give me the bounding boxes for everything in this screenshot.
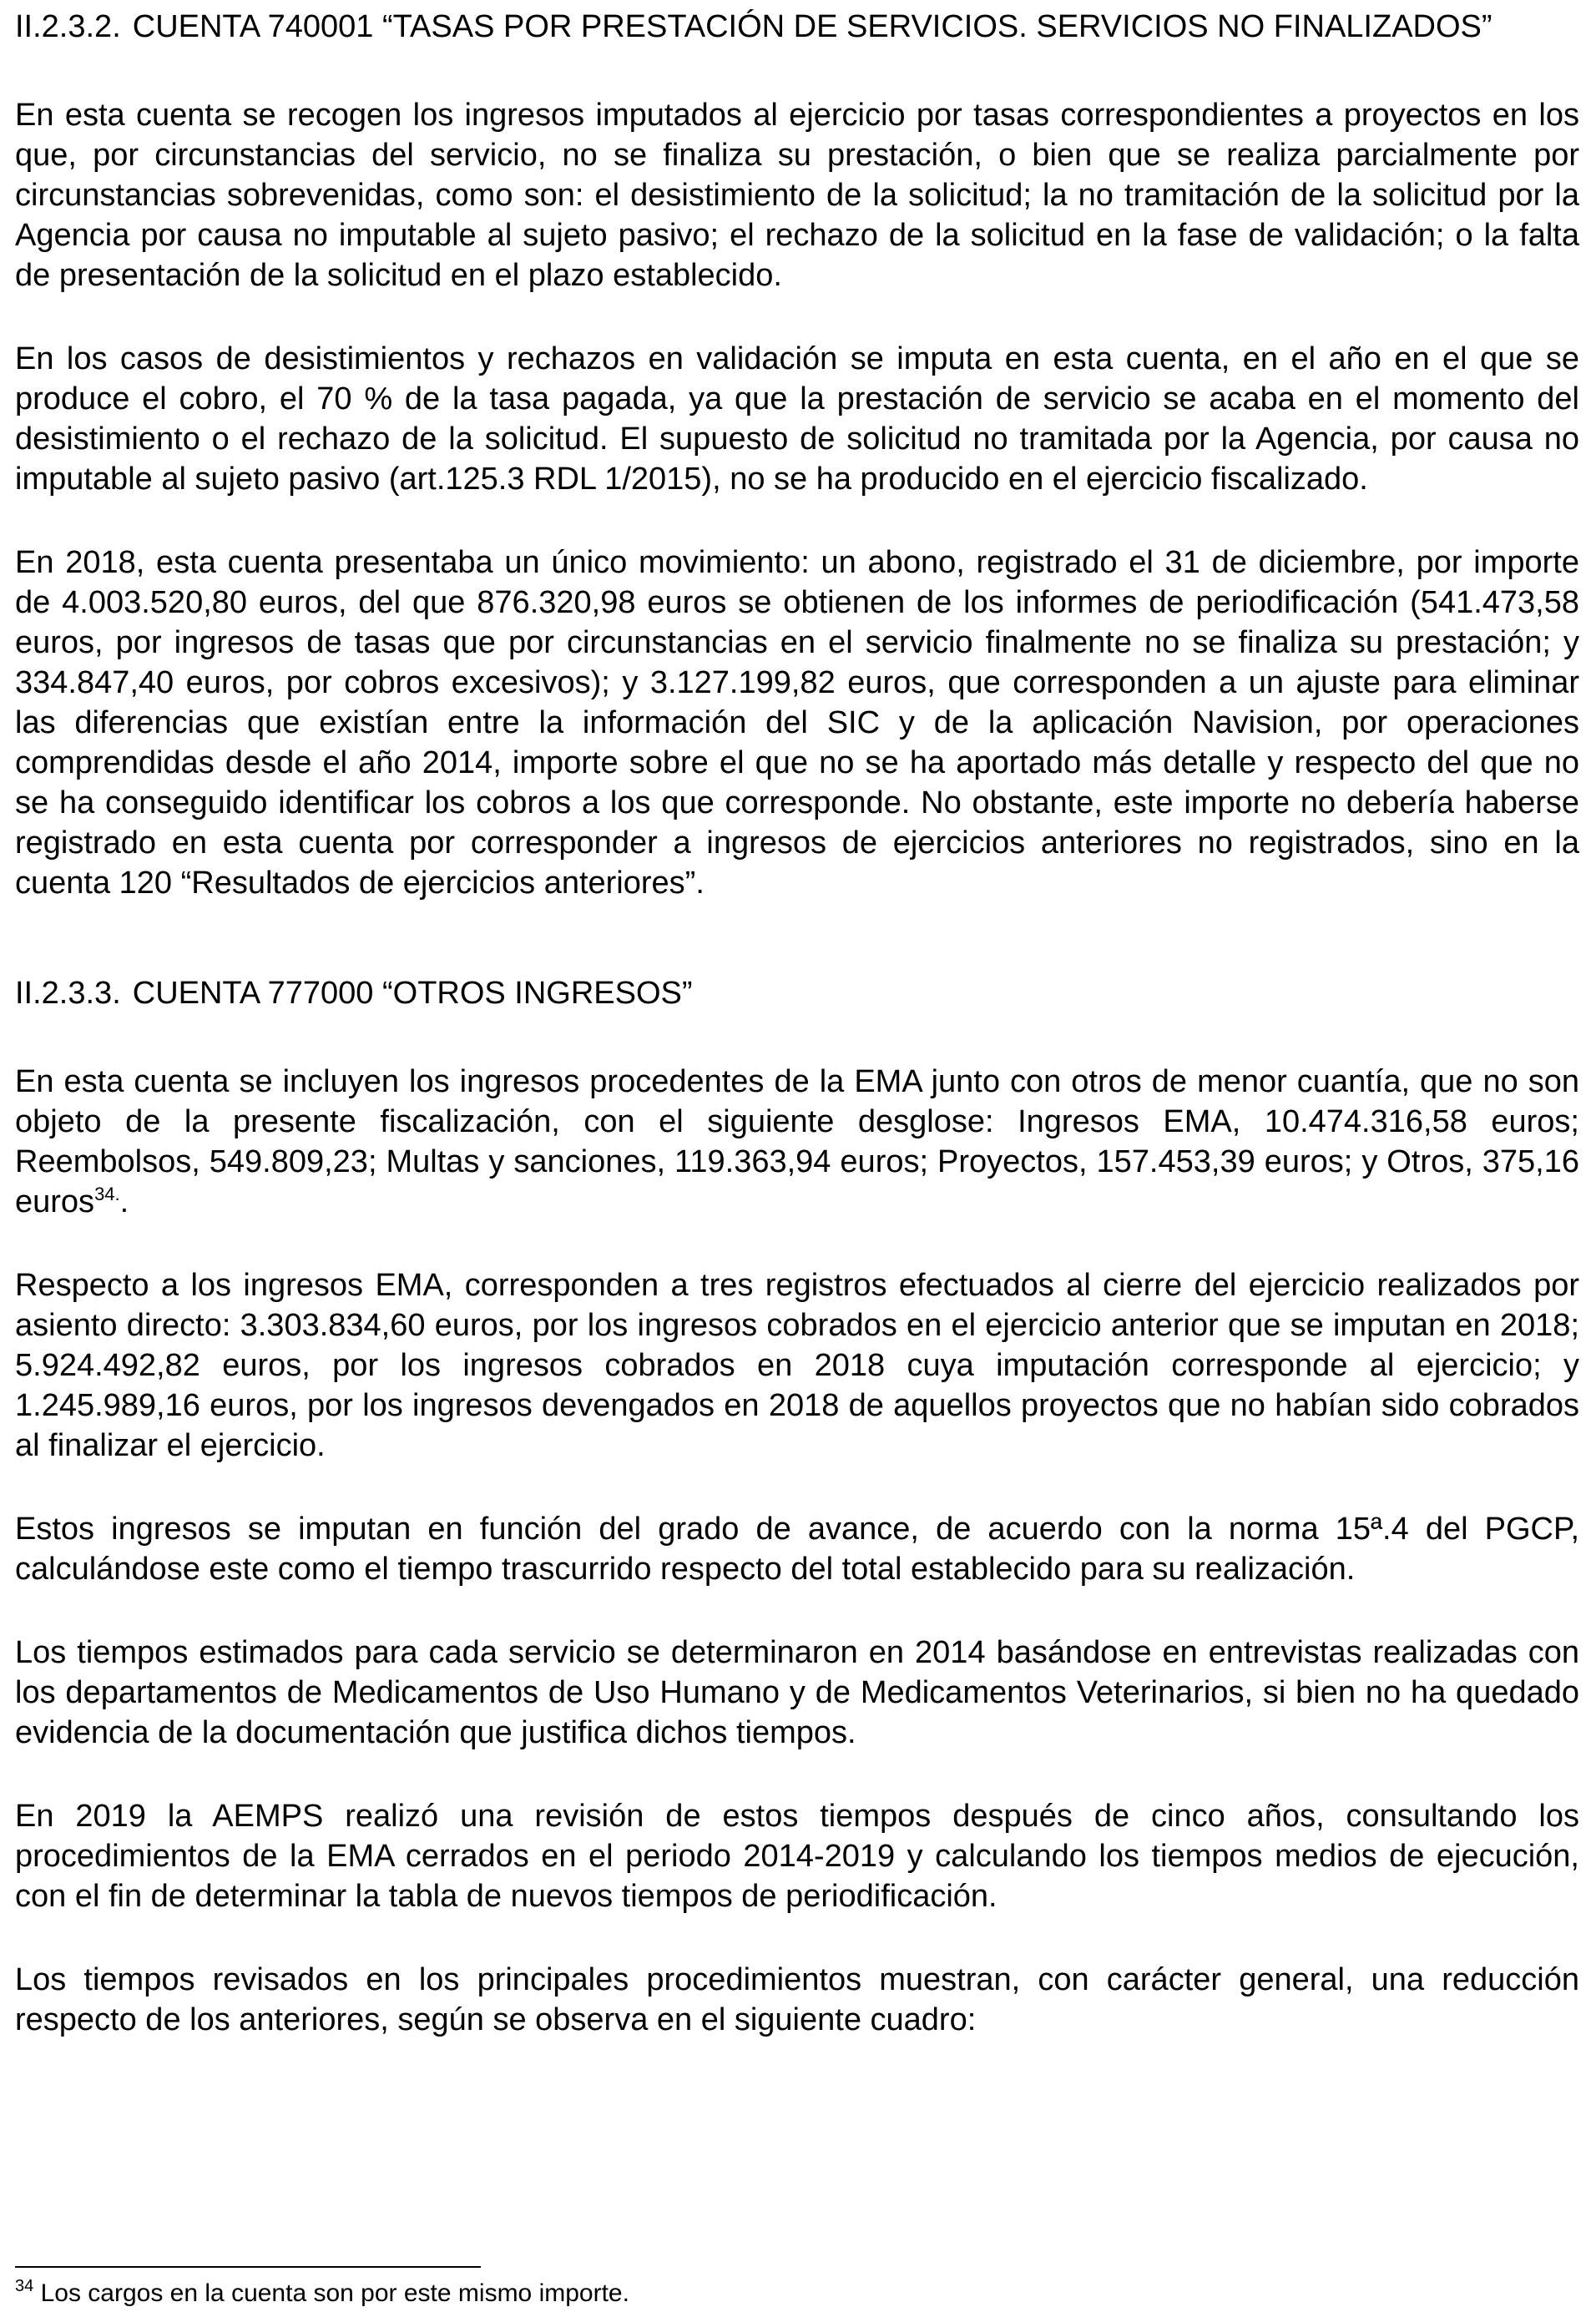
- paragraph: Los tiempos estimados para cada servicio se determinaron en 2014 basándose en entrevistas realizadas con los departamentos de Medicamentos de Uso Humano y de Medicamentos Veterinarios, si bien no ha quedado evidencia de la documentación que justifica dichos tiempos.: [15, 1635, 1579, 1750]
- footnote: [15, 2279, 629, 2309]
- paragraph: En 2019 la AEMPS realizó una revisión de estos tiempos después de cinco años, consultando los procedimientos de la EMA cerrados en el periodo 2014-2019 y calculando los tiempos medios de ejecución, con el fin de determinar la tabla de nuevos tiempos de periodificación.: [15, 1799, 1579, 1914]
- paragraph: En esta cuenta se recogen los ingresos imputados al ejercicio por tasas correspondientes a proyectos en los que, por circunstancias del servicio, no se finaliza su prestación, o bien que se realiza parcialmente por circunstancias sobrevenidas, como son: el desistimiento de la solicitud; la no tramitación de la solicitud por la Agencia por causa no imputable al sujeto pasivo; el rechazo de la solicitud en la fase de validación; o la falta de presentación de la solicitud en el plazo establecido.: [15, 98, 1579, 293]
- footnote-text: Los cargos en la cuenta son por este mismo importe.: [40, 2279, 629, 2307]
- footnote-number: 34: [15, 2277, 34, 2295]
- paragraph: [15, 1062, 1579, 1222]
- footnote-reference[interactable]: 34.: [94, 1184, 120, 1204]
- document-page: [15, 7, 1579, 2040]
- paragraph: Los tiempos revisados en los principales procedimientos muestran, con carácter general, una reducción respecto de los anteriores, según se observa en el siguiente cuadro:: [15, 1962, 1579, 2037]
- section-title: CUENTA 740001 “TASAS POR PRESTACIÓN DE SERVICIOS. SERVICIOS NO FINALIZADOS”: [132, 9, 1492, 44]
- section-heading-740001: [15, 7, 1579, 47]
- paragraph: Estos ingresos se imputan en función del grado de avance, de acuerdo con la norma 15ª.4 del PGCP, calculándose este como el tiempo trascurrido respecto del total establecido para su realización.: [15, 1512, 1579, 1587]
- paragraph: Respecto a los ingresos EMA, corresponden a tres registros efectuados al cierre del ejercicio realizados por asiento directo: 3.303.834,60 euros, por los ingresos cobrados en el ejercicio anterior que se imputan en 2018; 5.924.492,82 euros, por los ingresos cobrados en 2018 cuya imputación corresponde al ejercicio; y 1.245.989,16 euros, por los ingresos devengados en 2018 de aquellos proyectos que no habían sido cobrados al finalizar el ejercicio.: [15, 1268, 1579, 1463]
- section-title: CUENTA 777000 “OTROS INGRESOS”: [132, 976, 693, 1011]
- paragraph-end: .: [119, 1184, 129, 1219]
- section-number: II.2.3.3.: [15, 976, 121, 1011]
- footnote-separator: [15, 2266, 481, 2268]
- paragraph: En los casos de desistimientos y rechazos en validación se imputa en esta cuenta, en el año en el que se produce el cobro, el 70 % de la tasa pagada, ya que la prestación de servicio se acaba en el momento del desistimiento o el rechazo de la solicitud. El supuesto de solicitud no tramitada por la Agencia, por causa no imputable al sujeto pasivo (art.125.3 RDL 1/2015), no se ha producido en el ejercicio fiscalizado.: [15, 341, 1579, 497]
- section-heading-777000: [15, 973, 1579, 1013]
- paragraph: En 2018, esta cuenta presentaba un único movimiento: un abono, registrado el 31 de diciembre, por importe de 4.003.520,80 euros, del que 876.320,98 euros se obtienen de los informes de periodificación (541.473,58 euros, por ingresos de tasas que por circunstancias en el servicio finalmente no se finaliza su prestación; y 334.847,40 euros, por cobros excesivos); y 3.127.199,82 euros, que corresponden a un ajuste para eliminar las diferencias que existían entre la información del SIC y de la aplicación Navision, por operaciones comprendidas desde el año 2014, importe sobre el que no se ha aportado más detalle y respecto del que no se ha conseguido identificar los cobros a los que corresponde. No obstante, este importe no debería haberse registrado en esta cuenta por corresponder a ingresos de ejercicios anteriores no registrados, sino en la cuenta 120 “Resultados de ejercicios anteriores”.: [15, 545, 1579, 901]
- section-number: II.2.3.2.: [15, 9, 121, 44]
- paragraph-text: En esta cuenta se incluyen los ingresos procedentes de la EMA junto con otros de menor cuantía, que no son objeto de la presente fiscalización, con el siguiente desglose: Ingresos EMA, 10.474.316,58 euros; Reembolsos, 549.809,23; Multas y sanciones, 119.363,94 euros; Proyectos, 157.453,39 euros; y Otros, 375,16 euros: [15, 1064, 1579, 1219]
